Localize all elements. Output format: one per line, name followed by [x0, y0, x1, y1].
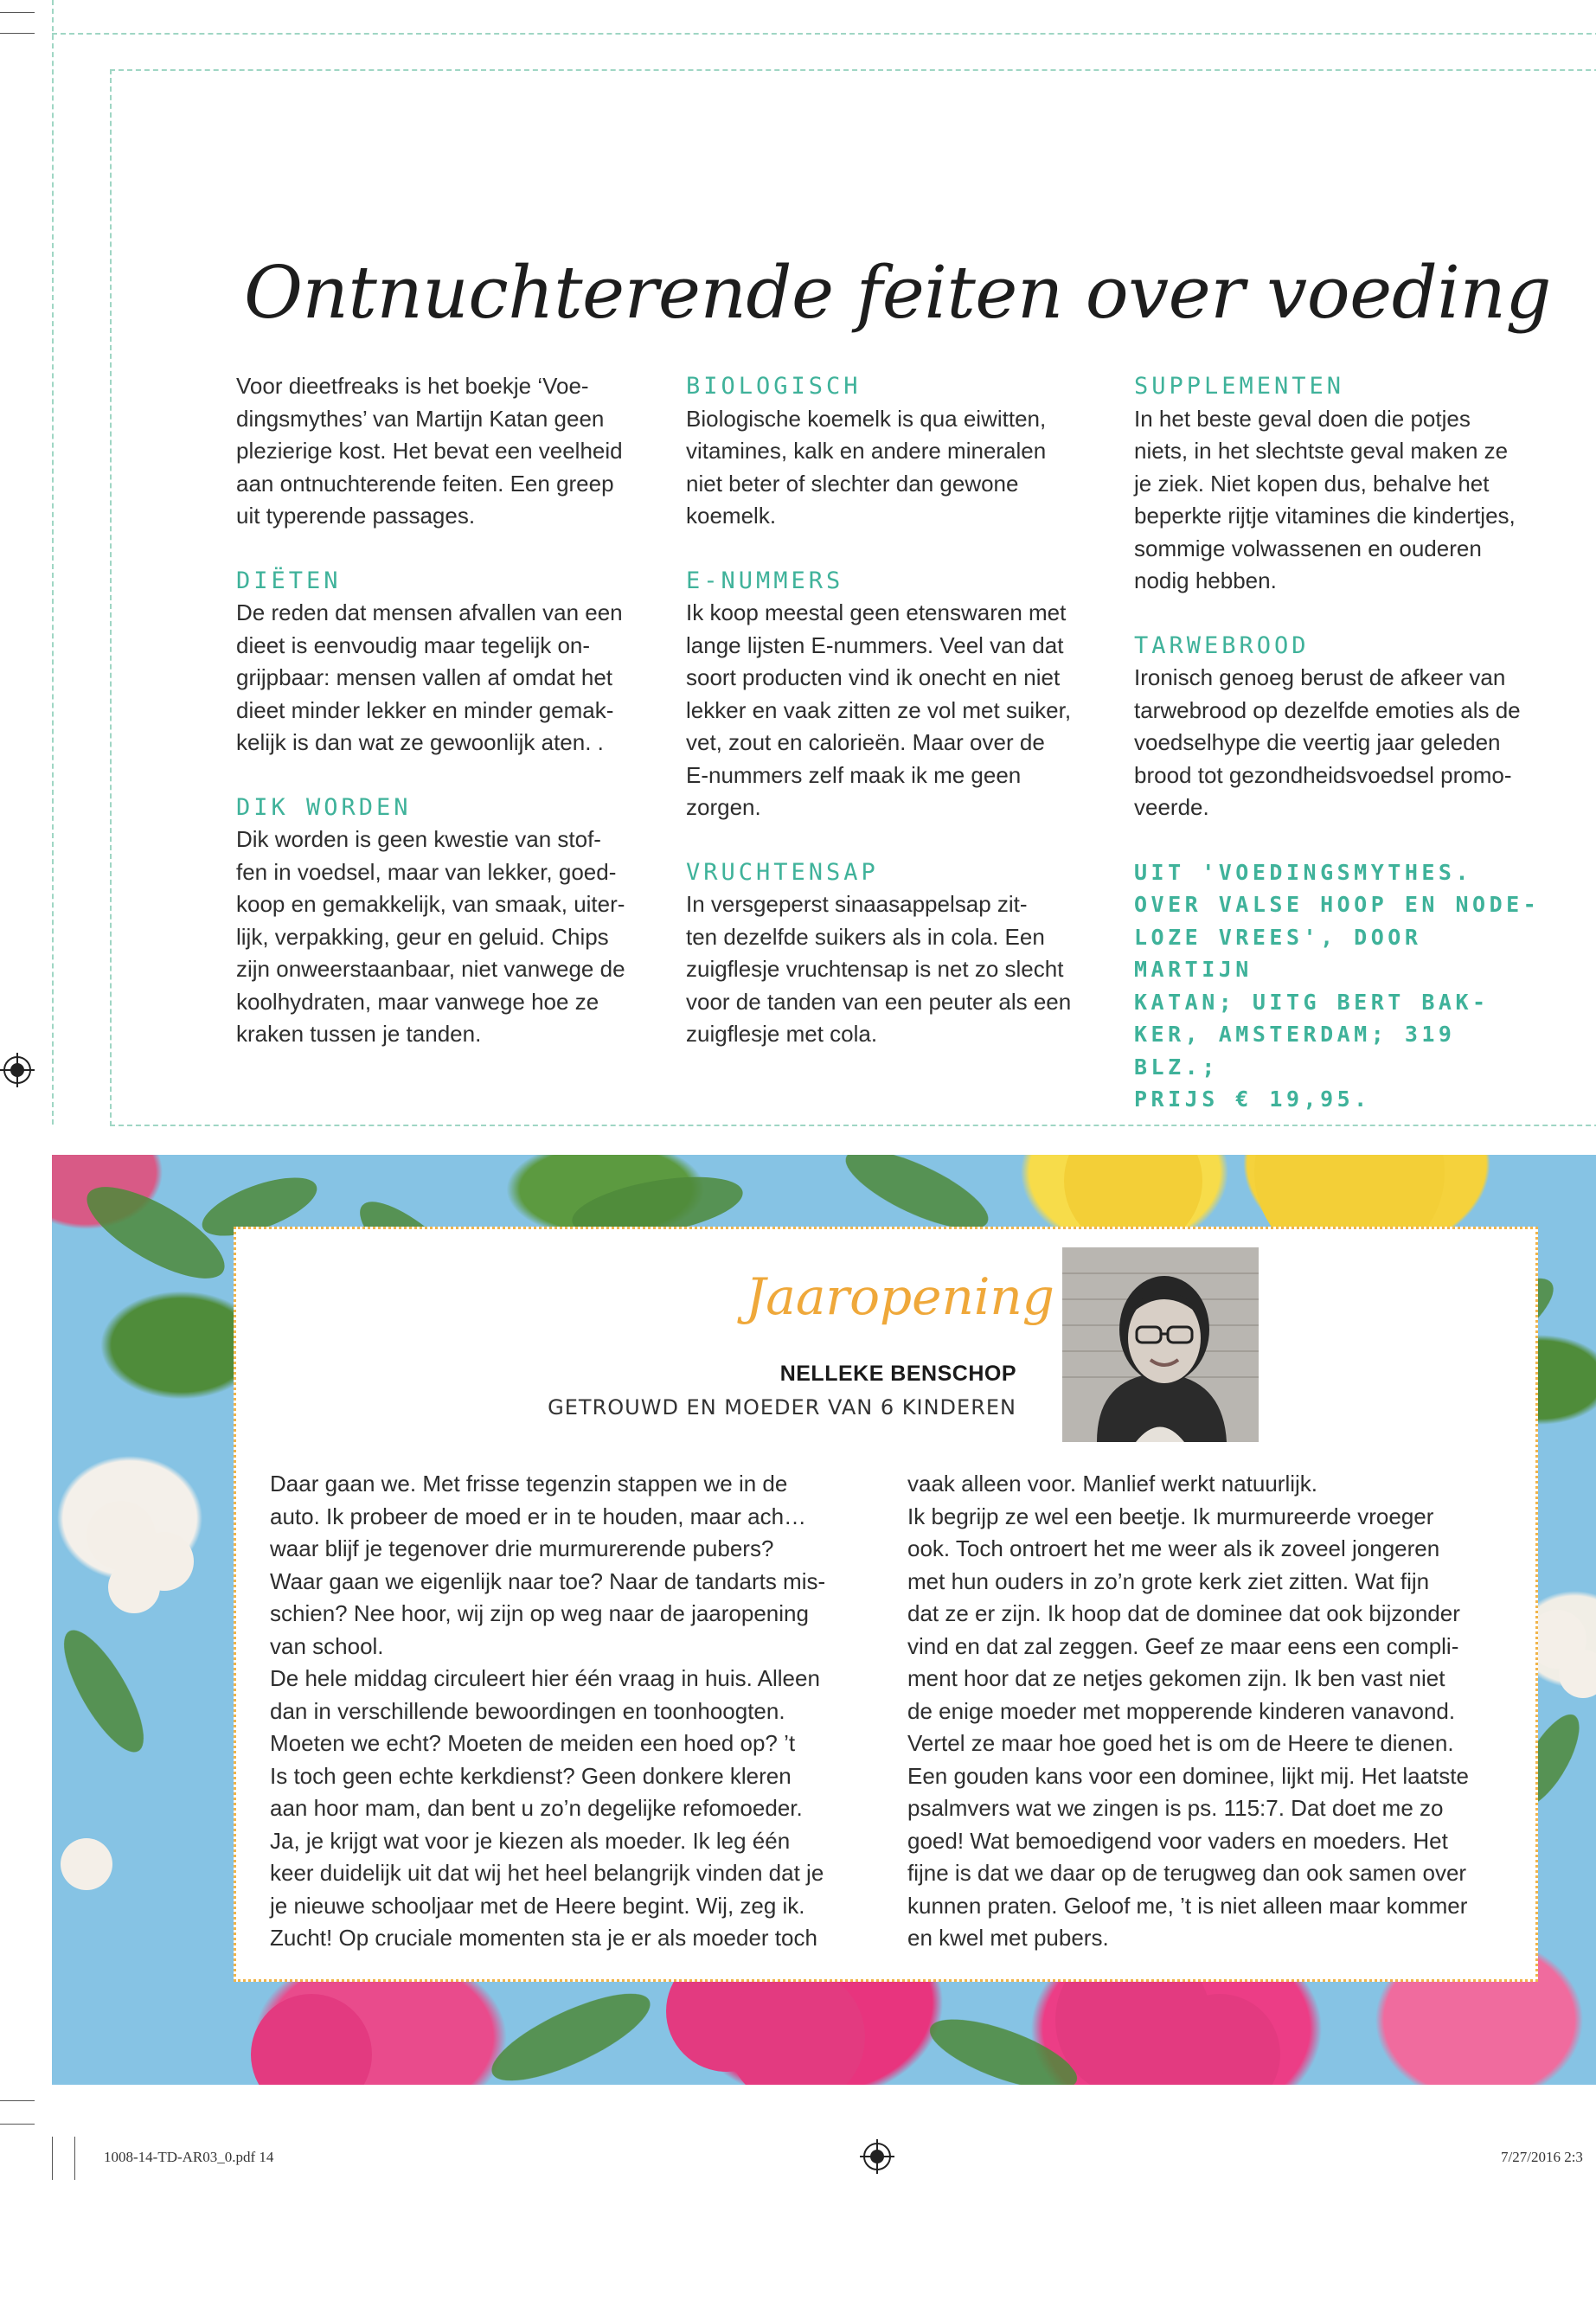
author-name: NELLEKE BENSCHOP [779, 1362, 1016, 1386]
intro-text: Voor dieetfreaks is het boekje ‘Voe- dingsmythes’ van Martijn Katan geen plezierige kost. Het bevat een veelheid aan ontnuchterende feiten. Een greep uit typerende passages. [236, 373, 623, 529]
crop-mark [0, 2124, 35, 2125]
section-text-tarwebrood: Ironisch genoeg berust de afkeer van tarwebrood op dezelfde emoties als de voedselhype die veertig jaar geleden brood tot gezondheidsvoedsel promo- veerde. [1134, 664, 1521, 820]
article-column-1 [236, 370, 651, 1051]
crop-mark [52, 2137, 53, 2180]
section-heading-vruchtensap: VRUCHTENSAP [686, 858, 879, 886]
registration-mark-icon [0, 1053, 35, 1087]
section-heading-supplementen: SUPPLEMENTEN [1134, 373, 1345, 400]
article-column-2 [686, 370, 1101, 1051]
section-text-e-nummers: Ik koop meestal geen etenswaren met lange lijsten E-nummers. Veel van dat soort producten vind ik onecht en niet lekker en vaak zitten ze vol met suiker, vet, zout en calorieën. Maar over de E-nummers zelf maak ik me geen zorgen. [686, 599, 1072, 820]
section-text-biologisch: Biologische koemelk is qua eiwitten, vitamines, kalk en andere mineralen niet beter of slechter dan gewone koemelk. [686, 405, 1047, 529]
author-photo-illustration [1062, 1247, 1259, 1442]
section-text-dieten: De reden dat mensen afvallen van een dieet is eenvoudig maar tegelijk on- grijpbaar: mensen vallen af omdat het dieet minder lekker en minder gemak- kelijk is dan wat ze gewoonlijk aten. . [236, 599, 623, 755]
footer-date: 7/27/2016 2:3 [1501, 2149, 1583, 2165]
book-source: UIT 'VOEDINGSMYTHES. OVER VALSE HOOP EN NODE- LOZE VREES', DOOR MARTIJN KATAN; UITG BERT BAK- KER, AMSTERDAM; 319 BLZ.; PRIJS € 19,95. [1134, 859, 1541, 1112]
section-text-supplementen: In het beste geval doen die potjes niets, in het slechtste geval maken ze je ziek. Niet kopen dus, behalve het beperkte rijtje vitamines die kindertjes, sommige volwassenen en ouderen nodig hebben. [1134, 405, 1516, 593]
column-text-right: vaak alleen voor. Manlief werkt natuurlijk. Ik begrijp ze wel een beetje. Ik murmureerde vroeger ook. Toch ontroert het me weer als ik zoveel jongeren met hun ouders in zo’n grote kerk ziet zitten. Wat fijn dat ze er zijn. Ik hoop dat de dominee dat ook bijzonder vind en dat zal zeggen. Geef ze maar eens een compli- ment hoor dat ze netjes gekomen zijn. Ik ben vast niet de enige moeder met mopperende kinderen vanavond. Vertel ze maar hoe goed het is om de Heere te dienen. Een gouden kans voor een dominee, lijkt mij. Het laatste psalmvers wat we zingen is ps. 115:7. Dat doet me zo goed! Wat bemoedigend voor vaders en moeders. Het fijne is dat we daar op de terugweg dan ook samen over kunnen praten. Geloof me, ’t is niet alleen maar kommer en kwel met pubers. [907, 1471, 1469, 1951]
section-heading-tarwebrood: TARWEBROOD [1134, 631, 1310, 659]
column-title: Jaaropening [746, 1267, 1054, 1326]
crop-mark [74, 2137, 75, 2180]
section-heading-dieten: DIËTEN [236, 567, 342, 594]
dashed-border-top [52, 33, 1596, 35]
footer-filename: 1008-14-TD-AR03_0.pdf 14 [104, 2149, 274, 2165]
crop-mark [0, 12, 35, 13]
section-text-vruchtensap: In versgeperst sinaasappelsap zit- ten dezelfde suikers als in cola. Een zuigflesje vruchtensap is net zo slecht voor de tanden van een peuter als een zuigflesje met cola. [686, 891, 1072, 1047]
crop-mark [0, 2100, 35, 2101]
section-text-dik-worden: Dik worden is geen kwestie van stof- fen in voedsel, maar van lekker, goed- koop en gemakkelijk, van smaak, uiter- lijk, verpakking, geur en geluid. Chips zijn onweerstaanbaar, niet vanwege de koolhydraten, maar vanwege hoe ze kraken tussen je tanden. [236, 826, 625, 1047]
section-heading-e-nummers: E-NUMMERS [686, 567, 844, 594]
section-heading-biologisch: BIOLOGISCH [686, 373, 862, 400]
article-title: Ontnuchterende feiten over voeding [244, 251, 1552, 335]
section-heading-dik-worden: DIK WORDEN [236, 793, 412, 821]
author-photo [1062, 1247, 1259, 1442]
registration-mark-icon [860, 2139, 894, 2174]
dashed-border-left [52, 0, 54, 1125]
crop-mark [0, 33, 35, 34]
article-column-3 [1134, 370, 1549, 1116]
column-text-left: Daar gaan we. Met frisse tegenzin stappen we in de auto. Ik probeer de moed er in te houden, maar ach… waar blijf je tegenover drie murmurerende pubers? Waar gaan we eigenlijk naar toe? Naar de tandarts mis- schien? Nee hoor, wij zijn op weg naar de jaaropening van school. De hele middag circuleert hier één vraag in huis. Alleen dan in verschillende bewoordingen en toonhoogten. Moeten we echt? Moeten de meiden een hoed op? ’t Is toch geen echte kerkdienst? Geen donkere kleren aan hoor mam, dan bent u zo’n degelijke refomoeder. Ja, je krijgt wat voor je kiezen als moeder. Ik leg één keer duidelijk uit dat wij het heel belangrijk vinden dat je je nieuwe schooljaar met de Heere begint. Wij, zeg ik. Zucht! Op cruciale momenten sta je er als moeder toch [270, 1471, 826, 1951]
author-description: GETROUWD EN MOEDER VAN 6 KINDEREN [548, 1395, 1016, 1420]
